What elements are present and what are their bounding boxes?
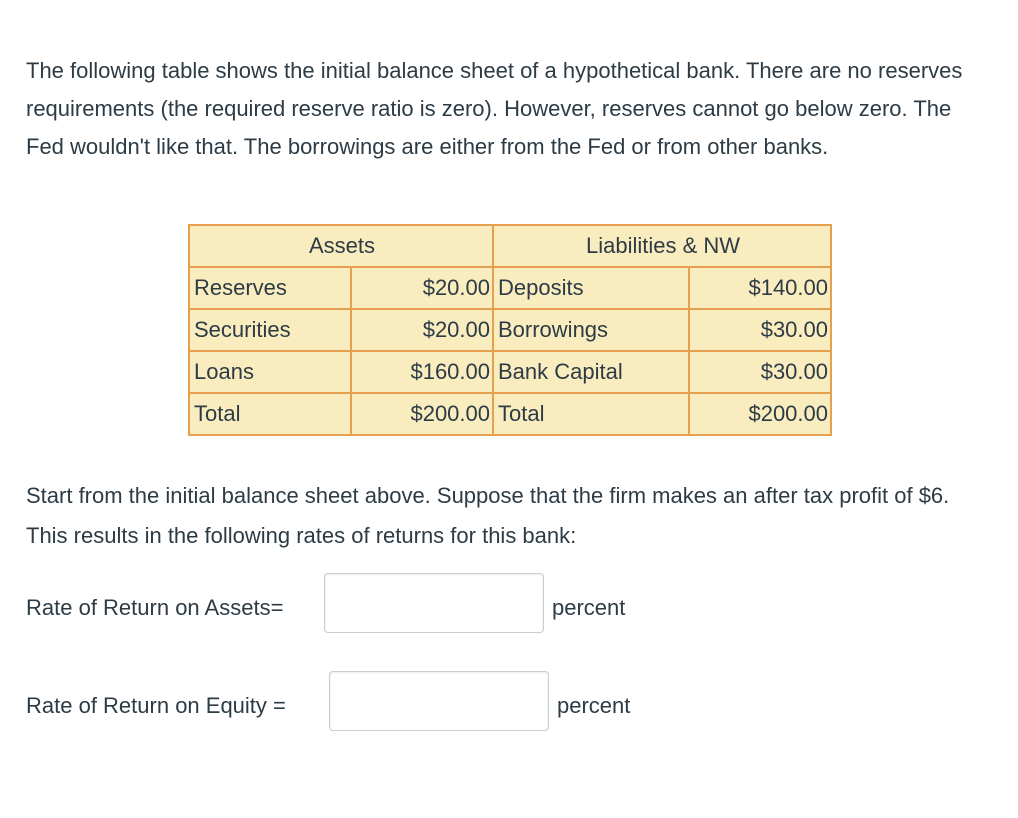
asset-value: $200.00 <box>351 393 493 435</box>
liability-label: Deposits <box>493 267 689 309</box>
liability-label: Borrowings <box>493 309 689 351</box>
table-row <box>189 351 831 393</box>
roa-label: Rate of Return on Assets= <box>26 595 284 620</box>
asset-value: $160.00 <box>351 351 493 393</box>
table-row <box>189 309 831 351</box>
asset-label: Reserves <box>189 267 351 309</box>
liabilities-header: Liabilities & NW <box>493 225 831 267</box>
table-row-total <box>189 393 831 435</box>
roe-unit: percent <box>557 693 631 718</box>
asset-value: $20.00 <box>351 309 493 351</box>
balance-sheet-table <box>188 224 832 436</box>
table-row <box>189 267 831 309</box>
liability-value: $30.00 <box>689 351 831 393</box>
roe-input[interactable] <box>329 671 549 731</box>
table-header-row <box>189 225 831 267</box>
asset-label: Securities <box>189 309 351 351</box>
roa-unit: percent <box>552 595 626 620</box>
asset-label: Total <box>189 393 351 435</box>
assets-header: Assets <box>189 225 493 267</box>
question-paragraph: Start from the initial balance sheet above. Suppose that the firm makes an after tax profit of $6. This results in the following rates of returns for this bank: <box>26 483 950 548</box>
liability-label: Total <box>493 393 689 435</box>
asset-label: Loans <box>189 351 351 393</box>
liability-value: $30.00 <box>689 309 831 351</box>
liability-value: $200.00 <box>689 393 831 435</box>
roe-label: Rate of Return on Equity = <box>26 693 286 718</box>
asset-value: $20.00 <box>351 267 493 309</box>
intro-paragraph: The following table shows the initial balance sheet of a hypothetical bank. There are no reserves requirements (the required reserve ratio is zero). However, reserves cannot go below zero. The Fed wouldn't like that. The borrowings are either from the Fed or from other banks. <box>26 58 963 159</box>
roa-input[interactable] <box>324 573 544 633</box>
liability-value: $140.00 <box>689 267 831 309</box>
liability-label: Bank Capital <box>493 351 689 393</box>
